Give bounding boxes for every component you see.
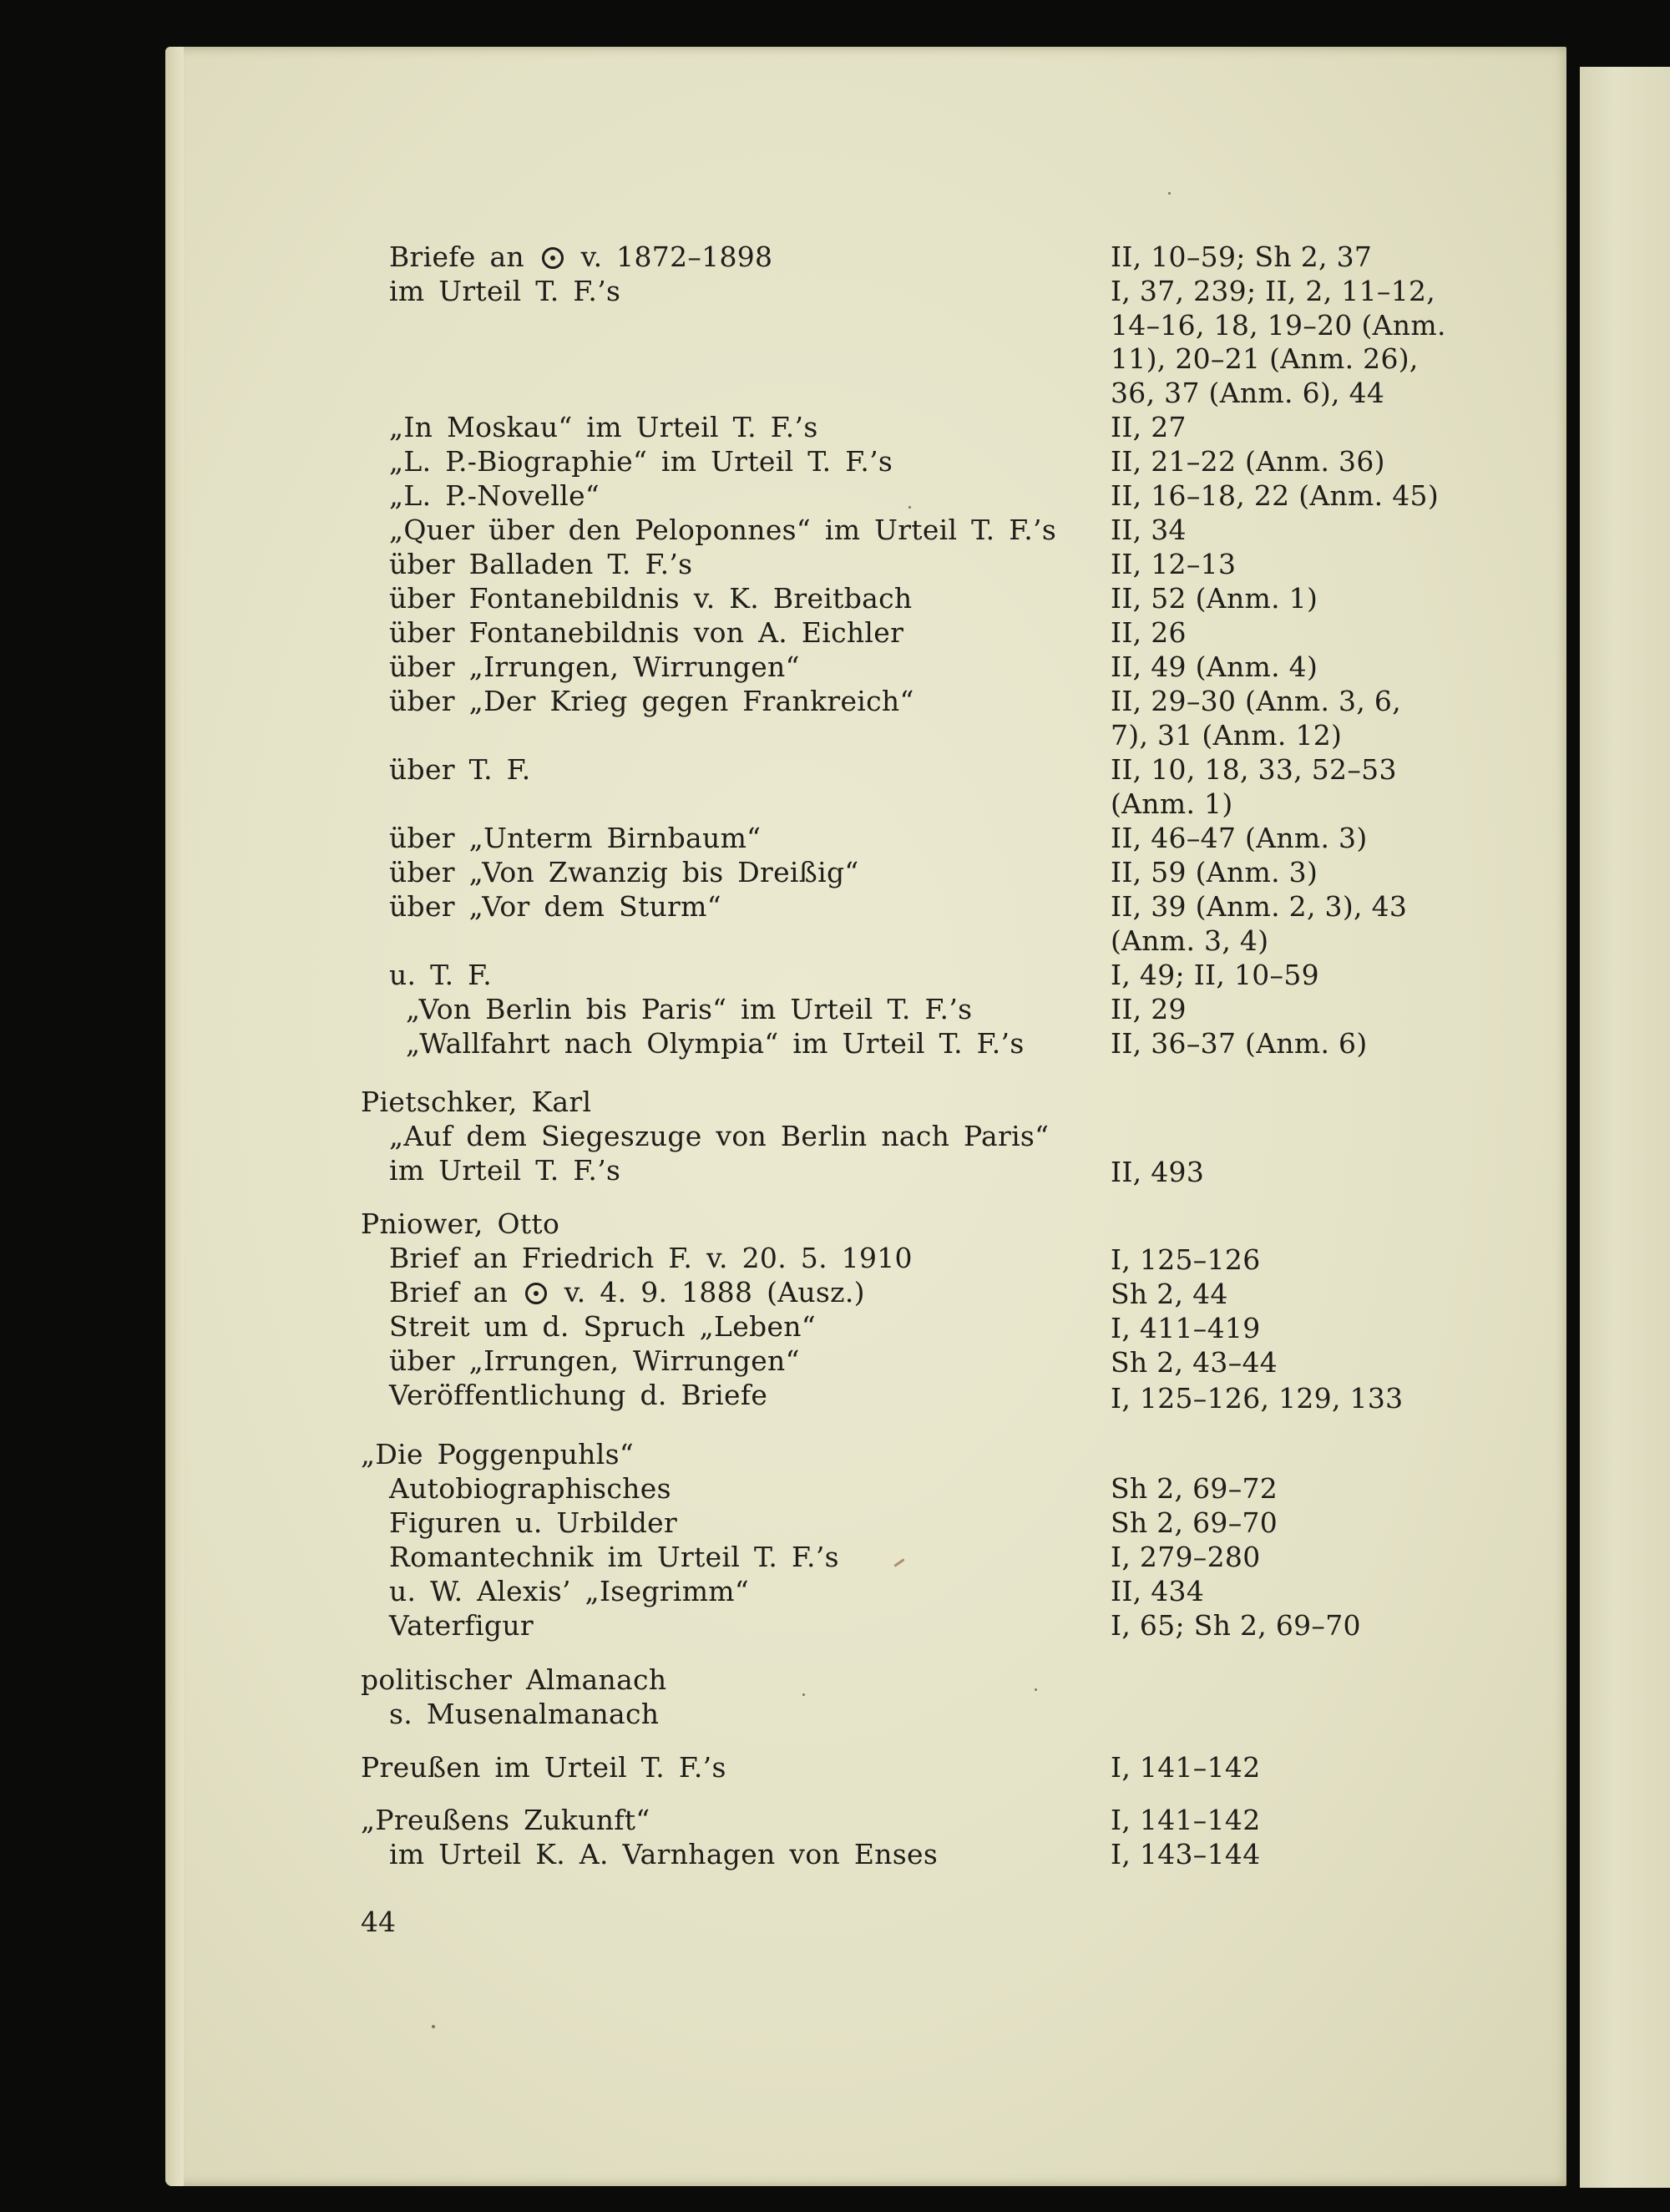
index-entry-text: über T. F.: [389, 753, 531, 786]
index-entry-text: Veröffentlichung d. Briefe: [389, 1379, 768, 1411]
index-entry-text: im Urteil K. A. Varnhagen von Enses: [389, 1838, 939, 1870]
page-reference: I, 279–280: [1111, 1541, 1261, 1573]
paper-speck: [1035, 1688, 1037, 1691]
index-heading: „Preußens Zukunft“: [361, 1804, 650, 1836]
page-reference: II, 59 (Anm. 3): [1111, 856, 1318, 888]
index-entry-text: Streit um d. Spruch „Leben“: [389, 1310, 817, 1343]
index-entry-text: „In Moskau“ im Urteil T. F.’s: [389, 411, 818, 443]
page-reference: I, 49; II, 10–59: [1111, 959, 1319, 991]
page-reference: II, 21–22 (Anm. 36): [1111, 445, 1385, 478]
index-entry-text: „Wallfahrt nach Olympia“ im Urteil T. F.’s: [406, 1027, 1025, 1060]
page-number: 44: [361, 1906, 396, 1938]
index-entry-text: u. T. F.: [389, 959, 493, 991]
page-reference: II, 34: [1111, 514, 1187, 546]
page-reference: 14–16, 18, 19–20 (Anm.: [1111, 309, 1446, 342]
page-reference: I, 411–419: [1111, 1312, 1261, 1344]
index-entry-text: s. Musenalmanach: [389, 1698, 660, 1730]
index-entry-text: Briefe an v. 1872–1898: [389, 240, 773, 273]
page-reference: II, 49 (Anm. 4): [1111, 650, 1318, 683]
page-reference: I, 65; Sh 2, 69–70: [1111, 1609, 1361, 1642]
page-reference: II, 27: [1111, 411, 1187, 443]
page-reference: II, 10, 18, 33, 52–53: [1111, 753, 1397, 786]
page-reference: Sh 2, 43–44: [1111, 1346, 1278, 1379]
index-entry-text: Vaterfigur: [389, 1609, 534, 1642]
index-entry-text: über Fontanebildnis v. K. Breitbach: [389, 582, 913, 615]
page-reference: II, 26: [1111, 616, 1187, 649]
page-reference: I, 143–144: [1111, 1838, 1261, 1870]
index-heading: Pniower, Otto: [361, 1207, 560, 1240]
circle-dot-icon: [525, 1283, 547, 1304]
page-reference: (Anm. 3, 4): [1111, 924, 1269, 957]
paper-speck: [1168, 192, 1171, 195]
page-reference: I, 141–142: [1111, 1751, 1261, 1784]
index-entry-text: über Fontanebildnis von A. Eichler: [389, 616, 904, 649]
index-entry-text: über „Von Zwanzig bis Dreißig“: [389, 856, 859, 888]
page-reference: II, 29: [1111, 993, 1187, 1025]
index-entry-text: Brief an Friedrich F. v. 20. 5. 1910: [389, 1242, 913, 1274]
page-reference: II, 39 (Anm. 2, 3), 43: [1111, 890, 1408, 923]
index-entry-text: Figuren u. Urbilder: [389, 1506, 678, 1539]
index-entry-text: u. W. Alexis’ „Isegrimm“: [389, 1575, 750, 1607]
index-heading: Preußen im Urteil T. F.’s: [361, 1751, 726, 1784]
page-reference: II, 36–37 (Anm. 6): [1111, 1027, 1368, 1060]
page-reference: II, 10–59; Sh 2, 37: [1111, 240, 1373, 273]
paper-speck: [908, 506, 911, 509]
page-reference: 7), 31 (Anm. 12): [1111, 719, 1343, 752]
circle-dot-icon: [542, 247, 564, 269]
page-reference: I, 37, 239; II, 2, 11–12,: [1111, 275, 1436, 307]
index-heading: „Die Poggenpuhls“: [361, 1438, 634, 1470]
paper-speck: [802, 1693, 805, 1696]
index-entry-text: im Urteil T. F.’s: [389, 1154, 621, 1187]
index-heading: Pietschker, Karl: [361, 1086, 592, 1118]
index-entry-text: über Balladen T. F.’s: [389, 548, 693, 580]
page-reference: I, 125–126, 129, 133: [1111, 1382, 1404, 1415]
page-reference: I, 141–142: [1111, 1804, 1261, 1836]
page-reference: (Anm. 1): [1111, 787, 1233, 820]
page-reference: II, 52 (Anm. 1): [1111, 582, 1318, 615]
index-entry-text: über „Vor dem Sturm“: [389, 890, 721, 923]
index-entry-text: Brief an v. 4. 9. 1888 (Ausz.): [389, 1276, 865, 1308]
page-reference: I, 125–126: [1111, 1243, 1261, 1276]
paper-speck: [432, 2025, 435, 2028]
index-entry-text: über „Irrungen, Wirrungen“: [389, 650, 800, 683]
index-entry-text: „L. P.-Biographie“ im Urteil T. F.’s: [389, 445, 893, 478]
index-heading: politischer Almanach: [361, 1663, 667, 1696]
page-reference: Sh 2, 69–72: [1111, 1472, 1278, 1505]
index-entry-text: über „Der Krieg gegen Frankreich“: [389, 685, 914, 717]
page-reference: II, 29–30 (Anm. 3, 6,: [1111, 685, 1402, 717]
index-entry-text: „Von Berlin bis Paris“ im Urteil T. F.’s: [406, 993, 973, 1025]
page-reference: Sh 2, 69–70: [1111, 1506, 1278, 1539]
index-entry-text: Autobiographisches: [389, 1472, 671, 1505]
index-entry-text: „L. P.-Novelle“: [389, 479, 600, 512]
page-reference: II, 12–13: [1111, 548, 1237, 580]
page-reference: II, 46–47 (Anm. 3): [1111, 822, 1368, 854]
index-entry-text: „Auf dem Siegeszuge von Berlin nach Paris“: [389, 1120, 1050, 1152]
page-reference: 11), 20–21 (Anm. 26),: [1111, 342, 1419, 375]
index-entry-text: im Urteil T. F.’s: [389, 275, 621, 307]
page-reference: II, 434: [1111, 1575, 1205, 1607]
index-entry-text: Romantechnik im Urteil T. F.’s: [389, 1541, 839, 1573]
index-entry-text: „Quer über den Peloponnes“ im Urteil T. F.’s: [389, 514, 1057, 546]
page-reference: Sh 2, 44: [1111, 1278, 1228, 1310]
index-entry-text: über „Irrungen, Wirrungen“: [389, 1344, 800, 1377]
page-reference: II, 16–18, 22 (Anm. 45): [1111, 479, 1439, 512]
index-entry-text: über „Unterm Birnbaum“: [389, 822, 762, 854]
page-reference: II, 493: [1111, 1156, 1205, 1188]
page-reference: 36, 37 (Anm. 6), 44: [1111, 377, 1385, 409]
